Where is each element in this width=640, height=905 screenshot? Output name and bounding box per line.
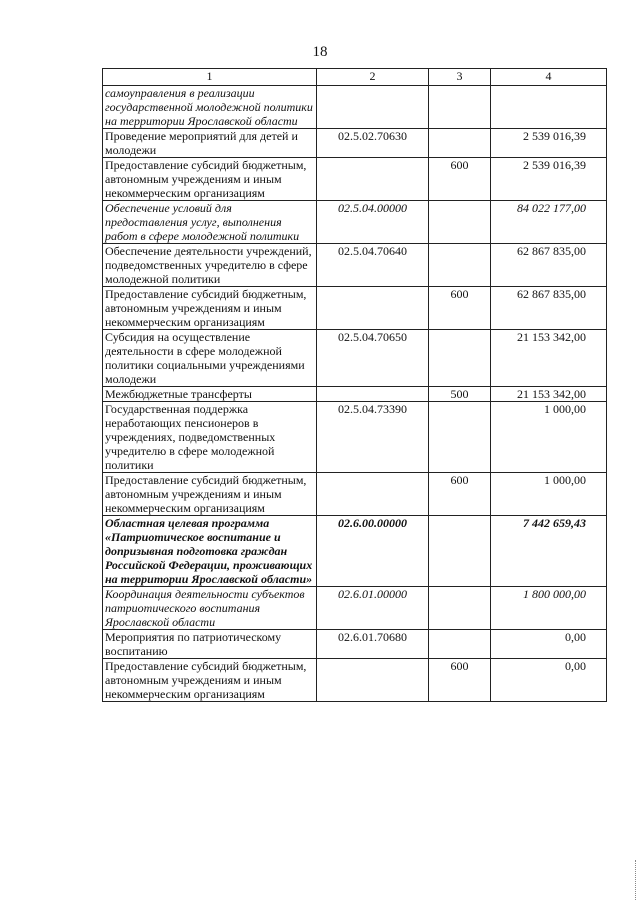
row-amount: 7 442 659,43 bbox=[491, 516, 607, 587]
row-expense-type bbox=[429, 516, 491, 587]
table-row bbox=[103, 201, 607, 244]
row-amount: 62 867 835,00 bbox=[491, 244, 607, 287]
header-col-2: 2 bbox=[317, 69, 429, 86]
table-row bbox=[103, 129, 607, 158]
row-amount: 0,00 bbox=[491, 630, 607, 659]
table-row bbox=[103, 86, 607, 129]
row-code bbox=[317, 287, 429, 330]
row-code bbox=[317, 387, 429, 402]
row-expense-type: 600 bbox=[429, 659, 491, 702]
table-row bbox=[103, 330, 607, 387]
row-amount: 1 000,00 bbox=[491, 402, 607, 473]
row-name: Государственная поддержка неработающих пенсионеров в учреждениях, подведомственных учредителю в сфере молодежной политики bbox=[103, 402, 317, 473]
row-expense-type bbox=[429, 129, 491, 158]
row-name: Предоставление субсидий бюджетным, автономным учреждениям и иным некоммерческим организациям bbox=[103, 158, 317, 201]
row-expense-type: 600 bbox=[429, 158, 491, 201]
row-amount: 0,00 bbox=[491, 659, 607, 702]
header-col-3: 3 bbox=[429, 69, 491, 86]
row-name: Субсидия на осуществление деятельности в сфере молодежной политики социальными учреждениями молодежи bbox=[103, 330, 317, 387]
row-amount: 1 800 000,00 bbox=[491, 587, 607, 630]
row-amount: 21 153 342,00 bbox=[491, 387, 607, 402]
row-name: самоуправления в реализации государственной молодежной политики на территории Ярославской области bbox=[103, 86, 317, 129]
row-code bbox=[317, 158, 429, 201]
row-expense-type: 500 bbox=[429, 387, 491, 402]
table-row bbox=[103, 402, 607, 473]
table-row bbox=[103, 630, 607, 659]
row-code bbox=[317, 86, 429, 129]
row-code: 02.5.02.70630 bbox=[317, 129, 429, 158]
row-amount: 2 539 016,39 bbox=[491, 158, 607, 201]
row-code: 02.6.00.00000 bbox=[317, 516, 429, 587]
row-code: 02.5.04.70640 bbox=[317, 244, 429, 287]
table-header-row bbox=[103, 69, 607, 86]
row-amount: 84 022 177,00 bbox=[491, 201, 607, 244]
row-expense-type bbox=[429, 201, 491, 244]
row-name: Предоставление субсидий бюджетным, автономным учреждениям и иным некоммерческим организациям bbox=[103, 287, 317, 330]
row-code: 02.5.04.70650 bbox=[317, 330, 429, 387]
table-row bbox=[103, 587, 607, 630]
row-amount: 1 000,00 bbox=[491, 473, 607, 516]
row-amount: 21 153 342,00 bbox=[491, 330, 607, 387]
row-name: Предоставление субсидий бюджетным, автономным учреждениям и иным некоммерческим организациям bbox=[103, 659, 317, 702]
row-amount: 2 539 016,39 bbox=[491, 129, 607, 158]
table-row bbox=[103, 473, 607, 516]
row-code: 02.6.01.00000 bbox=[317, 587, 429, 630]
row-expense-type bbox=[429, 630, 491, 659]
header-col-1: 1 bbox=[103, 69, 317, 86]
row-name: Предоставление субсидий бюджетным, автономным учреждениям и иным некоммерческим организациям bbox=[103, 473, 317, 516]
page-number: 18 bbox=[312, 44, 328, 60]
row-expense-type: 600 bbox=[429, 287, 491, 330]
row-code bbox=[317, 659, 429, 702]
table-row bbox=[103, 516, 607, 587]
row-name: Обеспечение деятельности учреждений, подведомственных учредителю в сфере молодежной политики bbox=[103, 244, 317, 287]
row-code: 02.6.01.70680 bbox=[317, 630, 429, 659]
table-row bbox=[103, 387, 607, 402]
row-name: Координация деятельности субъектов патриотического воспитания Ярославской области bbox=[103, 587, 317, 630]
table-row bbox=[103, 158, 607, 201]
row-code bbox=[317, 473, 429, 516]
row-name: Мероприятия по патриотическому воспитанию bbox=[103, 630, 317, 659]
scan-edge-mark bbox=[635, 860, 638, 900]
row-amount: 62 867 835,00 bbox=[491, 287, 607, 330]
row-code: 02.5.04.73390 bbox=[317, 402, 429, 473]
row-amount bbox=[491, 86, 607, 129]
row-code: 02.5.04.00000 bbox=[317, 201, 429, 244]
header-col-4: 4 bbox=[491, 69, 607, 86]
row-name: Межбюджетные трансферты bbox=[103, 387, 317, 402]
row-expense-type bbox=[429, 244, 491, 287]
table-row bbox=[103, 659, 607, 702]
row-expense-type bbox=[429, 330, 491, 387]
row-expense-type bbox=[429, 587, 491, 630]
row-name: Проведение мероприятий для детей и молодежи bbox=[103, 129, 317, 158]
row-expense-type bbox=[429, 86, 491, 129]
row-expense-type: 600 bbox=[429, 473, 491, 516]
row-name: Обеспечение условий для предоставления услуг, выполнения работ в сфере молодежной политики bbox=[103, 201, 317, 244]
table-row bbox=[103, 287, 607, 330]
row-expense-type bbox=[429, 402, 491, 473]
row-name: Областная целевая программа «Патриотическое воспитание и допризывная подготовка граждан Российской Федерации, проживающих на территории Ярославской области» bbox=[103, 516, 317, 587]
budget-table bbox=[102, 68, 607, 702]
table-row bbox=[103, 244, 607, 287]
